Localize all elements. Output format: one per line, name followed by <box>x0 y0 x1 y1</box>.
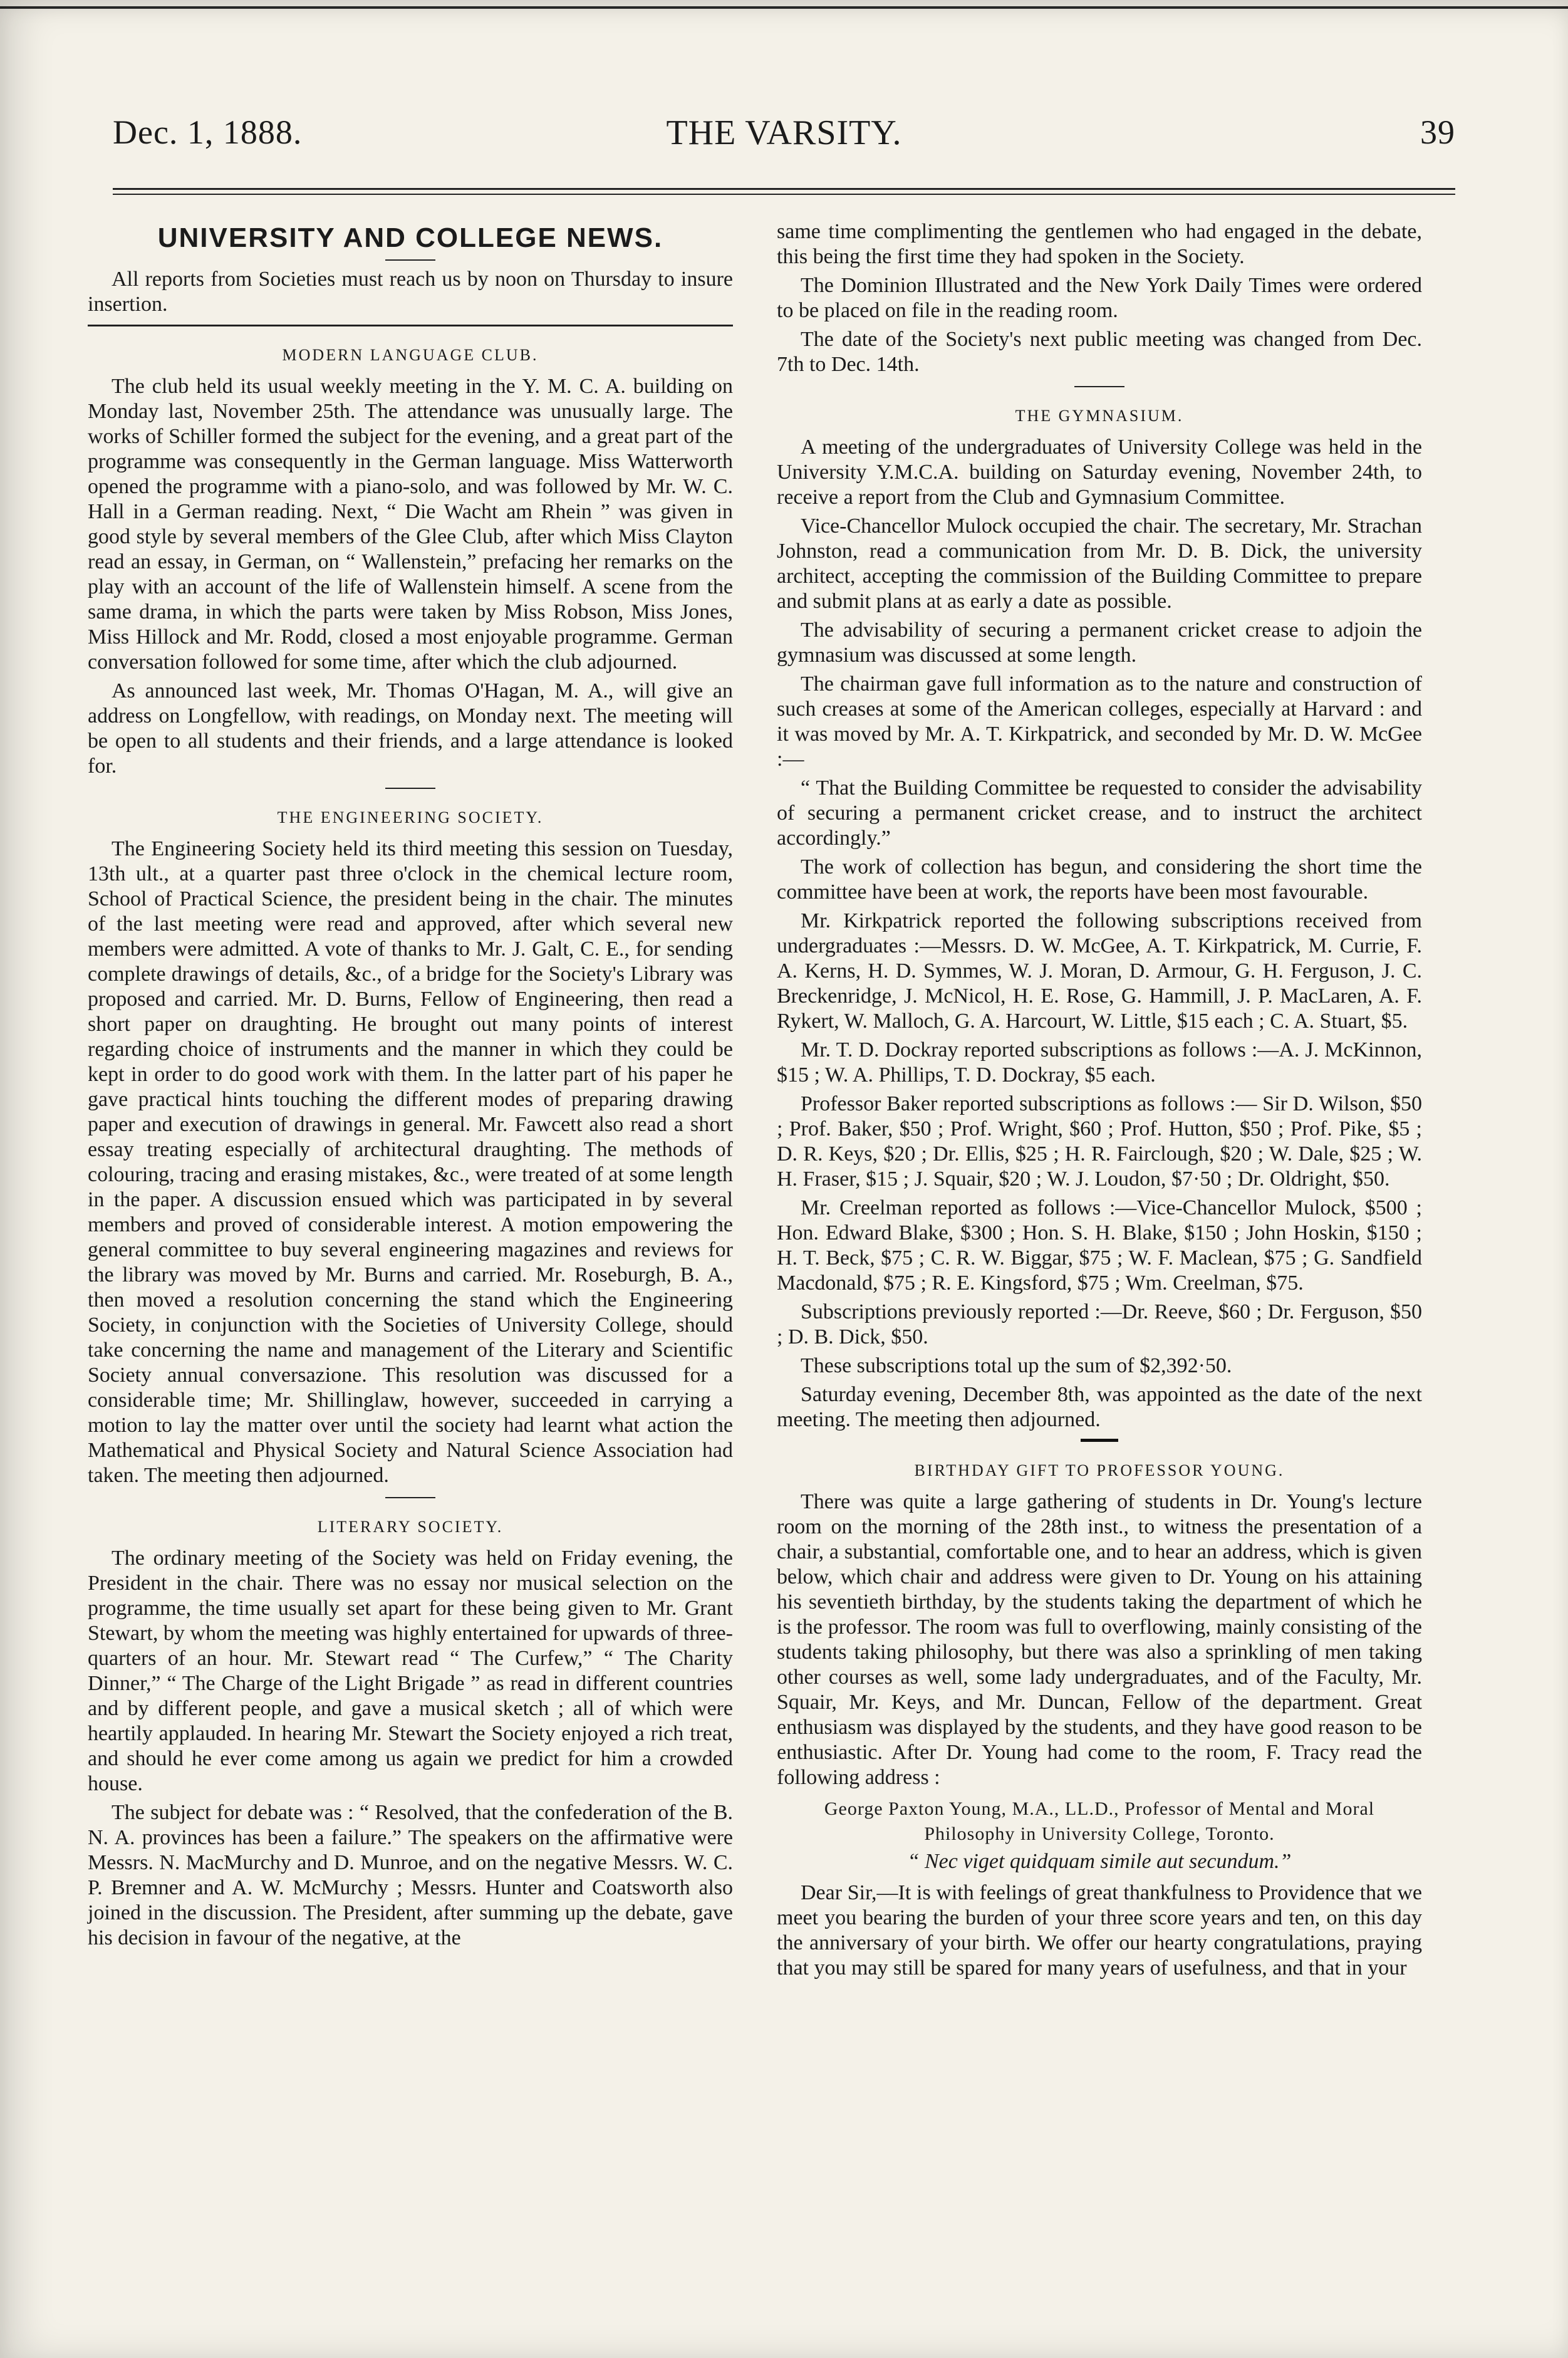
right-column <box>777 219 1422 1985</box>
paragraph: The club held its usual weekly meeting in the Y. M. C. A. building on Monday last, November 25th. The attendance was unusually large. The works of Schiller formed the subject for the evening, and a great part of the programme was consequently in the German language. Miss Watterworth opened the programme with a piano-solo, and was followed by Mr. W. C. Hall in a German reading. Next, “ Die Wacht am Rhein ” was given in good style by several members of the Glee Club, after which Miss Clayton read an essay, in German, on “ Wallenstein,” prefacing her remarks on the play with an account of the life of Wallenstein himself. A scene from the same drama, in which the parts were taken by Miss Robson, Miss Jones, Miss Hillock and Mr. Rodd, closed a most enjoyable programme. German conversation followed for some time, after which the club adjourned. <box>88 375 733 674</box>
notice-text: All reports from Societies must reach us by noon on Thursday to insure insertion. <box>88 268 733 316</box>
latin-motto: “ Nec viget quidquam simile aut secundum.” <box>907 1850 1292 1873</box>
divider <box>1074 386 1124 387</box>
divider <box>1081 1439 1118 1442</box>
heading-birthday-gift: BIRTHDAY GIFT TO PROFESSOR YOUNG. <box>914 1461 1285 1479</box>
section-main-heading: UNIVERSITY AND COLLEGE NEWS. <box>157 222 663 253</box>
paragraph: Professor Baker reported subscriptions as follows :— Sir D. Wilson, $50 ; Prof. Baker, $50 ; Prof. Wright, $60 ; Prof. Hutton, $50 ; Prof. Pike, $5 ; D. R. Keys, $20 ; Dr. Ellis, $25 ; H. R. Fairclough, $20 ; W. Dale, $25 ; W. H. Fraser, $15 ; J. Squair, $20 ; W. J. Loudon, $7·50 ; Dr. Oldright, $50. <box>777 1092 1422 1191</box>
heading-modern-language-club: MODERN LANGUAGE CLUB. <box>282 346 539 364</box>
left-column <box>88 219 733 1954</box>
divider <box>88 325 733 326</box>
page-number: 39 <box>1420 113 1455 151</box>
paragraph: same time complimenting the gentlemen who had engaged in the debate, this being the first time they had spoken in the Society. <box>777 220 1422 268</box>
paragraph: The work of collection has begun, and considering the short time the committee have been at work, the reports have been most favourable. <box>777 855 1422 904</box>
paragraph: Mr. Kirkpatrick reported the following subscriptions received from undergraduates :—Messrs. D. W. McGee, A. T. Kirkpatrick, M. Currie, F. A. Kerns, H. D. Symmes, W. J. Moran, D. Armour, G. H. Ferguson, J. C. Breckenridge, J. McNicol, H. E. Rose, G. Hammill, J. P. MacLaren, A. F. Rykert, W. Malloch, G. A. Harcourt, W. Little, $15 each ; C. A. Stuart, $5. <box>777 909 1422 1033</box>
publication-title: THE VARSITY. <box>666 113 902 152</box>
top-border-rule <box>0 6 1568 9</box>
divider <box>385 259 435 261</box>
issue-date: Dec. 1, 1888. <box>113 113 303 151</box>
paragraph: Saturday evening, December 8th, was appointed as the date of the next meeting. The meeting then adjourned. <box>777 1383 1422 1431</box>
paragraph: “ That the Building Committee be requested to consider the advisability of securing a permanent cricket crease, and to instruct the architect accordingly.” <box>777 776 1422 850</box>
paragraph: A meeting of the undergraduates of University College was held in the University Y.M.C.A. building on Saturday evening, November 24th, to receive a report from the Club and Gymnasium Committee. <box>777 436 1422 509</box>
paragraph: Mr. Creelman reported as follows :—Vice-Chancellor Mulock, $500 ; Hon. Edward Blake, $300 ; Hon. S. H. Blake, $150 ; John Hoskin, $150 ; H. T. Beck, $75 ; C. R. W. Biggar, $75 ; W. F. Maclean, $75 ; G. Sandfield Macdonald, $75 ; R. E. Kingsford, $75 ; Wm. Creelman, $75. <box>777 1196 1422 1295</box>
heading-gymnasium: THE GYMNASIUM. <box>1015 407 1184 425</box>
heading-engineering-society: THE ENGINEERING SOCIETY. <box>277 808 544 827</box>
divider <box>385 788 435 789</box>
paragraph: Dear Sir,—It is with feelings of great thankfulness to Providence that we meet you bearing the burden of your three score years and ten, on this day the anniversary of your birth. We offer our hearty congratulations, praying that you may still be spared for many years of usefulness, and that in your <box>777 1881 1422 1980</box>
paragraph: The Dominion Illustrated and the New York Daily Times were ordered to be placed on file in the reading room. <box>777 274 1422 322</box>
address-heading: George Paxton Young, M.A., LL.D., Professor of Mental and Moral Philosophy in University College, Toronto. <box>824 1798 1375 1844</box>
page-header <box>113 113 1455 182</box>
heading-literary-society: LITERARY SOCIETY. <box>317 1518 504 1536</box>
divider <box>385 1497 435 1498</box>
paragraph: These subscriptions total up the sum of $2,392·50. <box>801 1354 1232 1377</box>
paragraph: The advisability of securing a permanent cricket crease to adjoin the gymnasium was discussed at some length. <box>777 618 1422 667</box>
paragraph: Mr. T. D. Dockray reported subscriptions as follows :—A. J. McKinnon, $15 ; W. A. Phillips, T. D. Dockray, $5 each. <box>777 1038 1422 1087</box>
paragraph: The ordinary meeting of the Society was held on Friday evening, the President in the chair. There was no essay nor musical selection on the programme, the time usually set apart for these being given to Mr. Grant Stewart, by whom the meeting was highly entertained for upwards of three-quarters of an hour. Mr. Stewart read “ The Curfew,” “ The Charity Dinner,” “ The Charge of the Light Brigade ” as read in different countries and by different people, and gave a musical sketch ; all of which were heartily applauded. In hearing Mr. Stewart the Society enjoyed a rich treat, and should he ever come among us again we predict for him a crowded house. <box>88 1547 733 1795</box>
paragraph: The Engineering Society held its third meeting this session on Tuesday, 13th ult., at a quarter past three o'clock in the chemical lecture room, School of Practical Science, the president being in the chair. The minutes of the last meeting were read and approved, after which several new members were admitted. A vote of thanks to Mr. J. Galt, C. E., for sending complete drawings of details, &c., of a bridge for the Society's Library was proposed and carried. Mr. D. Burns, Fellow of Engineering, then read a short paper on draughting. He brought out many points of interest regarding choice of instruments and the manner in which they could be kept in order to do good work with them. In the latter part of his paper he gave practical hints touching the different modes of preparing drawing paper and execution of drawings in general. Mr. Fawcett also read a short essay treating especially of architectural draughting. The methods of colouring, tracing and erasing mistakes, &c., were treated of at some length in the paper. A discussion ensued which was participated in by several members and proved of considerable interest. A motion empowering the general committee to buy several engineering magazines and reviews for the library was moved by Mr. Burns and carried. Mr. Roseburgh, B. A., then moved a resolution concerning the stand which the Engineering Society, in conjunction with the Societies of University College, should take concerning the name and management of the Literary and Scientific Society annual conversazione. This resolution was discussed for a considerable time; Mr. Shillinglaw, however, succeeded in carrying a motion to lay the matter over until the society had learnt what action the Mathematical and Physical Society and Natural Science Association had taken. The meeting then adjourned. <box>88 837 733 1487</box>
paragraph: As announced last week, Mr. Thomas O'Hagan, M. A., will give an address on Longfellow, with readings, on Monday next. The meeting will be open to all students and their friends, and a large attendance is looked for. <box>88 679 733 778</box>
paragraph: Subscriptions previously reported :—Dr. Reeve, $60 ; Dr. Ferguson, $50 ; D. B. Dick, $50. <box>777 1300 1422 1349</box>
header-rule <box>113 188 1455 195</box>
paragraph: Vice-Chancellor Mulock occupied the chair. The secretary, Mr. Strachan Johnston, read a communication from Mr. D. B. Dick, the university architect, accepting the commission of the Building Committee to prepare and submit plans at as early a date as possible. <box>777 514 1422 613</box>
paragraph: There was quite a large gathering of students in Dr. Young's lecture room on the morning of the 28th inst., to witness the presentation of a chair, a substantial, comfortable one, and to hear an address, which is given below, which chair and address were given to Dr. Young on his attaining his seventieth birthday, by the students taking the department of which he is the professor. The room was full to overflowing, mainly consisting of the students taking philosophy, but there was also a sprinkling of men taking other courses as well, some lady undergraduates, and of the Faculty, Mr. Squair, Mr. Keys, and Mr. Duncan, Fellow of the department. Great enthusiasm was displayed by the students, and they have good reason to be enthusiastic. After Dr. Young had come to the room, F. Tracy read the following address : <box>777 1490 1422 1789</box>
paragraph: The subject for debate was : “ Resolved, that the confederation of the B. N. A. provinces has been a failure.” The speakers on the affirmative were Messrs. N. MacMurchy and D. Munroe, and on the negative Messrs. W. C. P. Bremner and A. W. McMurchy ; Messrs. Hunter and Coatsworth also joined in the discussion. The President, after summing up the debate, gave his decision in favour of the negative, at the <box>88 1801 733 1949</box>
paragraph: The chairman gave full information as to the nature and construction of such creases at some of the American colleges, especially at Harvard : and it was moved by Mr. A. T. Kirkpatrick, and seconded by Mr. D. W. McGee :— <box>777 672 1422 771</box>
paragraph: The date of the Society's next public meeting was changed from Dec. 7th to Dec. 14th. <box>777 328 1422 376</box>
